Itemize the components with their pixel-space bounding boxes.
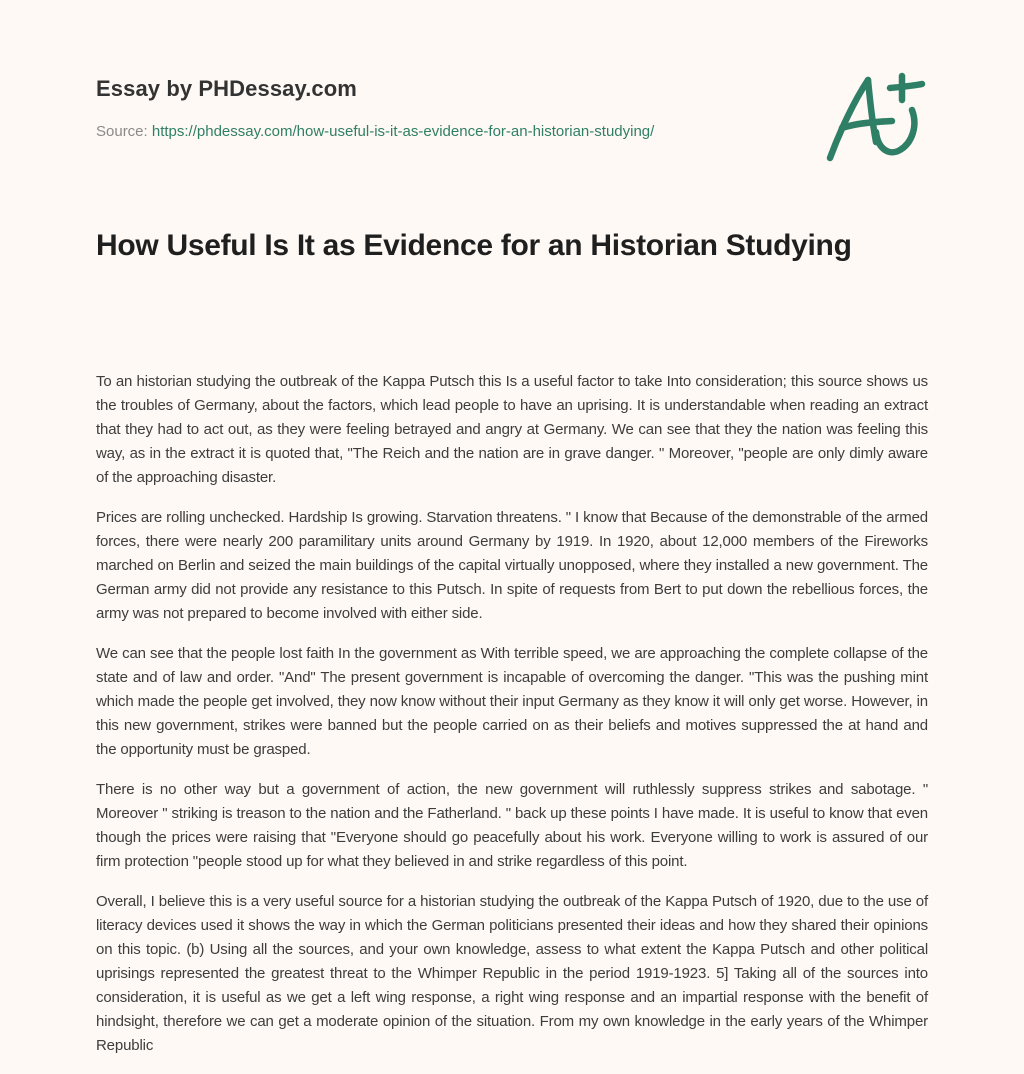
source-line [96,122,796,142]
page-header [96,74,796,142]
article-paragraph: Prices are rolling unchecked. Hardship Is growing. Starvation threatens. " I know that Because of the demonstrable of the armed forces, there were nearly 200 paramilitary units around Germany by 1919. In 1920, about 12,000 members of the Fireworks marched on Berlin and seized the main buildings of the capital virtually unopposed, where they installed a new government. The German army did not provide any resistance to this Putsch. In spite of requests from Bert to put down the rebellious forces, the army was not prepared to become involved with either side. [96,509,928,622]
source-label: Source: [96,123,148,140]
a-plus-grade-icon [820,66,932,166]
article-paragraph: To an historian studying the outbreak of the Kappa Putsch this Is a useful factor to take Into consideration; this source shows us the troubles of Germany, about the factors, which lead people to have an uprising. It is understandable when reading an extract that they had to act out, as they were feeling betrayed and angry at Germany. We can see that they the nation was feeling this way, as in the extract it is quoted that, "The Reich and the nation are in grave danger. " Moreover, "people are only dimly aware of the approaching disaster. [96,373,928,486]
article-title: How Useful Is It as Evidence for an Historian Studying [96,229,852,262]
article-paragraph: We can see that the people lost faith In the government as With terrible speed, we are approaching the complete collapse of the state and of law and order. "And" The present government is incapable of overcoming the danger. "This was the pushing mint which made the people get involved, they now know without their input Germany as they know it will only get worse. However, in this new government, strikes were banned but the people carried on as their beliefs and motives suppressed the at hand and the opportunity must be grasped. [96,645,928,758]
source-link[interactable]: https://phdessay.com/how-useful-is-it-as-evidence-for-an-historian-studying/ [151,123,655,140]
article-body [96,370,928,1074]
article-paragraph: Overall, I believe this is a very useful source for a historian studying the outbreak of the Kappa Putsch of 1920, due to the use of literacy devices used it shows the way in which the German politicians presented their ideas and how they shared their opinions on this topic. (b) Using all the sources, and your own knowledge, assess to what extent the Kappa Putsch and other political uprisings represented the greatest threat to the Whimper Republic in the period 1919-1923. 5] Taking all of the sources into consideration, it is useful as we get a left wing response, a right wing response and an impartial response with the benefit of hindsight, therefore we can get a moderate opinion of the situation. From my own knowledge in the early years of the Whimper Republic [96,893,928,1054]
brand-title: Essay by PHDessay.com [96,76,357,101]
article-paragraph: There is no other way but a government of action, the new government will ruthlessly suppress strikes and sabotage. " Moreover " striking is treason to the nation and the Fatherland. " back up these points I have made. It is useful to know that even though the prices were raising that "Everyone should go peacefully about his work. Everyone willing to work is assured of our firm protection "people stood up for what they believed in and strike regardless of this point. [96,781,928,870]
